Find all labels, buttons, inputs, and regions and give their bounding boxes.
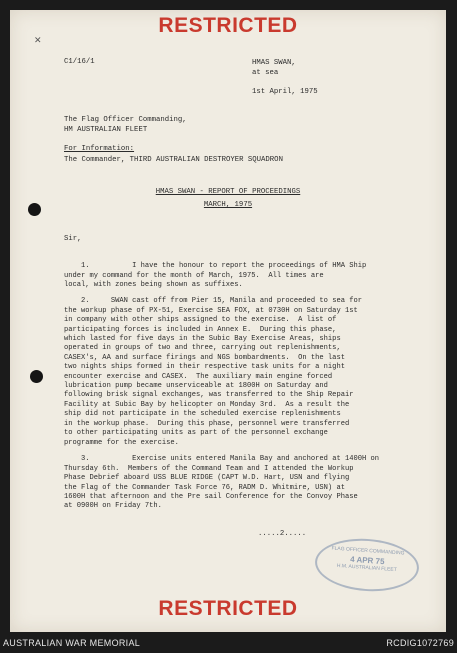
report-title: HMAS SWAN - REPORT OF PROCEEDINGS — [155, 188, 301, 196]
archive-credit: AUSTRALIAN WAR MEMORIAL — [3, 638, 141, 648]
paragraph-text: Exercise units entered Manila Bay and anchored at 1400H on Thursday 6th. Members of the Command Team and I attended the Workup Phase Debrief aboard USS BLUE RIDGE (CAPT W.D. Hart, USN and flying the Flag of the Commander Task Force 76, RADM D. Whitmire, USN) at 1600H that afternoon and the Pre sail Conference for the Convoy Phase at 0900H on Friday 7th. — [64, 455, 380, 511]
archive-id: RCDIG1072769 — [386, 638, 454, 648]
received-stamp-fleet: H.M. AUSTRALIAN FLEET — [336, 562, 397, 574]
paragraph-number: 2. — [81, 297, 90, 306]
received-stamp-date: 4 APR 75 — [349, 554, 385, 567]
addressee-title: The Flag Officer Commanding, — [64, 116, 187, 124]
paragraph-number: 1. — [81, 262, 90, 271]
document-page — [10, 10, 446, 632]
file-reference: C1/16/1 — [64, 58, 95, 66]
salutation: Sir, — [64, 235, 82, 243]
punch-hole-bottom — [30, 370, 43, 383]
paragraph-text: SWAN cast off from Pier 15, Manila and proceeded to sea for the workup phase of PX-51, Exercise SEA FOX, at 0730H on Saturday 1st in company with other ships assigned to the exercise. A list of participating forces is included in Annex E. During this phase, which lasted for five days in the Subic Bay Exercise Areas, ships operated in groups of two and three, carrying out replenishments, CASEX's, AA and surface firings and NGS bombardments. On the last two nights ships formed in their respective task units for a night encounter exercise and CASEX. The auxiliary main engine forced lubrication pump became unserviceable at 1800H on Saturday and following brisk signal exchanges, was transferred to the Ship Repair Facility at Subic Bay by helicopter on Monday 3rd. As a result the ship did not participate in the scheduled exercise replenishments in the workup phase. During this phase, personnel were transferred to other participating units as part of the personnel exchange programme for the exercise. — [64, 297, 362, 447]
continuation-marker: .....2..... — [258, 530, 307, 538]
paragraph-number: 3. — [81, 455, 90, 464]
addressee-fleet: HM AUSTRALIAN FLEET — [64, 126, 148, 134]
for-information-recipient: The Commander, THIRD AUSTRALIAN DESTROYER SQUADRON — [64, 156, 283, 164]
punch-hole-top — [28, 203, 41, 216]
paragraph-3 — [64, 446, 379, 521]
paragraph-2 — [64, 288, 362, 457]
restricted-stamp-bottom: RESTRICTED — [158, 597, 298, 620]
report-subtitle: MARCH, 1975 — [203, 201, 253, 209]
received-stamp-office: FLAG OFFICER COMMANDING — [331, 545, 405, 557]
sender-ship: HMAS SWAN, — [252, 59, 296, 67]
for-information-label: For Information: — [64, 145, 135, 153]
paragraph-text: I have the honour to report the proceedings of HMA Ship under my command for the month of March, 1975. All times are local, with zones being shown as suffixes. — [64, 262, 367, 290]
pencil-mark: ✕ — [34, 36, 42, 46]
restricted-stamp-top: RESTRICTED — [158, 14, 298, 37]
letter-date: 1st April, 1975 — [252, 88, 318, 96]
sender-location: at sea — [252, 69, 279, 77]
received-stamp — [313, 535, 420, 594]
